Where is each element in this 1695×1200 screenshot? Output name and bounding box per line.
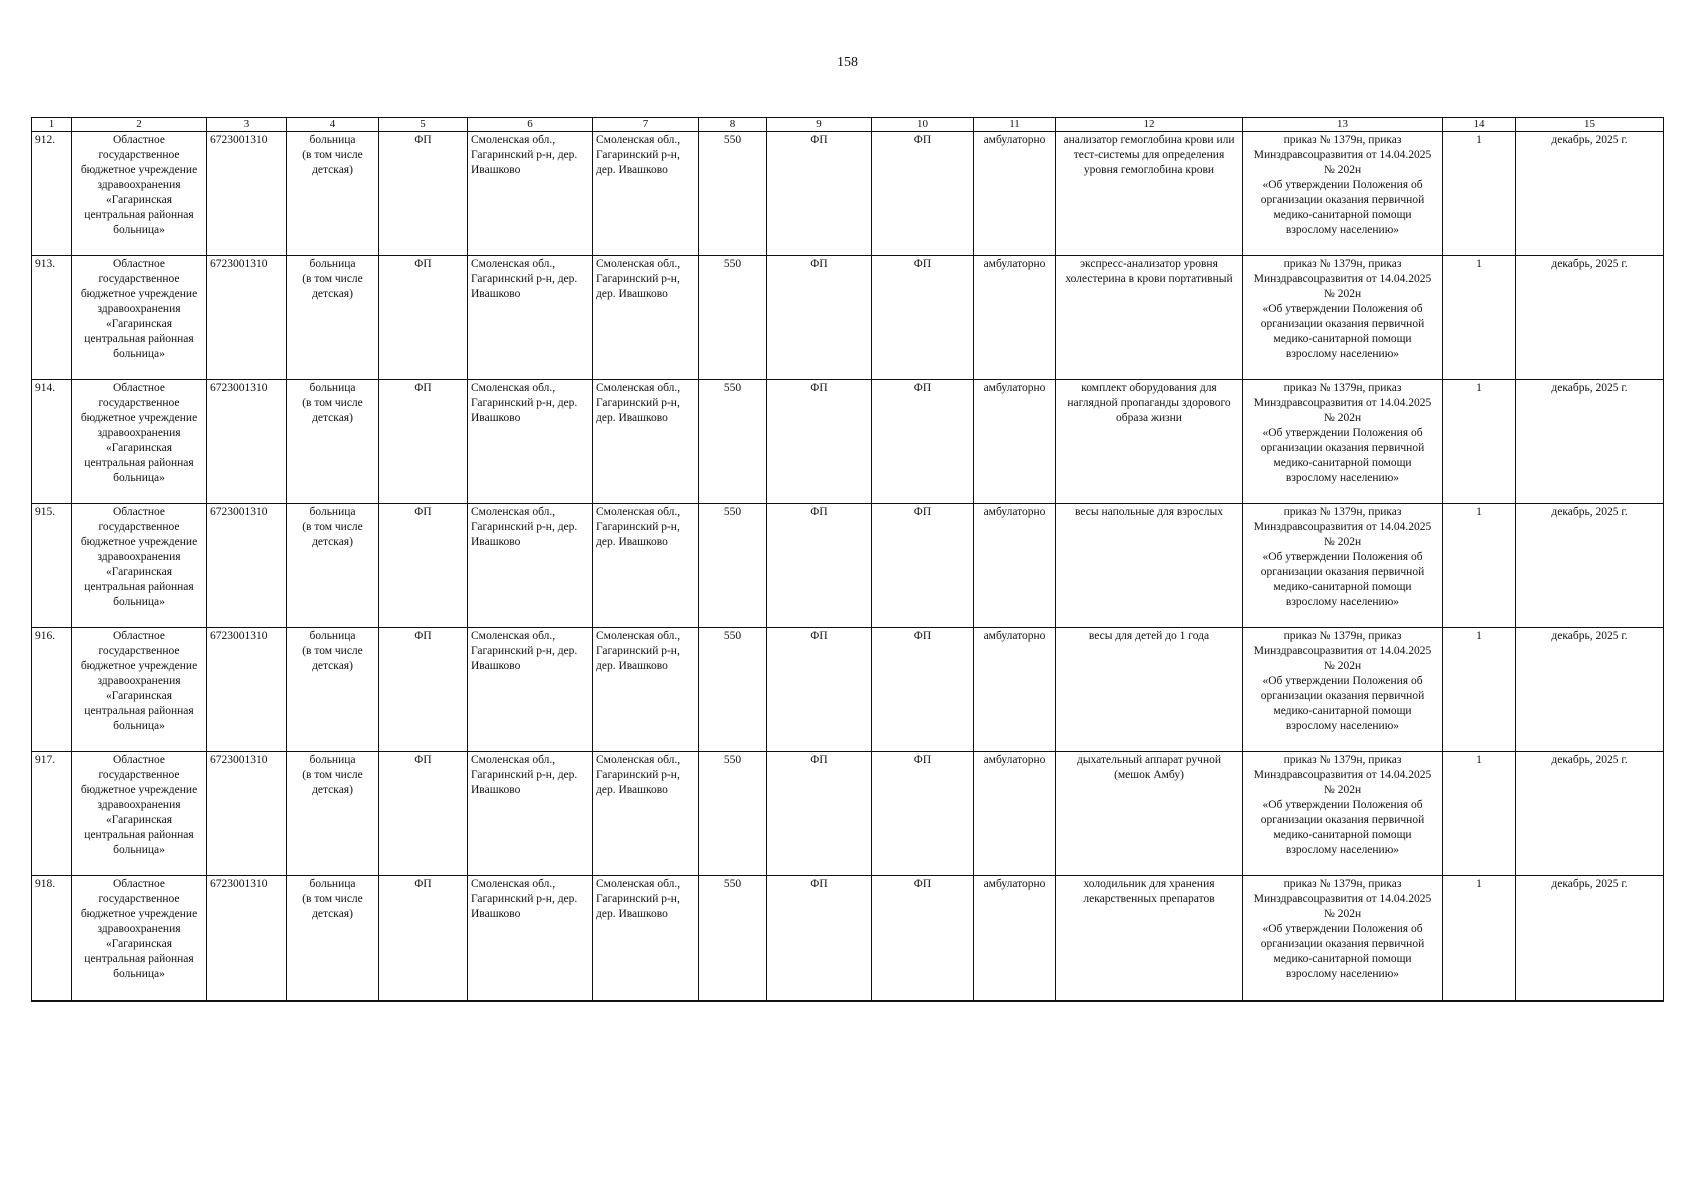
delivery-date: декабрь, 2025 г. bbox=[1516, 876, 1664, 1002]
table-row bbox=[32, 752, 1664, 876]
equipment-table bbox=[31, 117, 1664, 1002]
unit-type: ФП bbox=[767, 256, 872, 380]
facility-type: больница (в том числе детская) bbox=[287, 132, 379, 256]
column-number-row bbox=[32, 118, 1664, 132]
organization-name: Областное государственное бюджетное учреждение здравоохранения «Гагаринская центральная районная больница» bbox=[72, 876, 207, 1002]
unit-type: ФП bbox=[767, 752, 872, 876]
address-actual: Смоленская обл., Гагаринский р-н, дер. Ивашково bbox=[593, 256, 699, 380]
address-legal: Смоленская обл., Гагаринский р-н, дер. Ивашково bbox=[468, 504, 593, 628]
column-number: 12 bbox=[1056, 118, 1243, 132]
organization-name: Областное государственное бюджетное учреждение здравоохранения «Гагаринская центральная районная больница» bbox=[72, 380, 207, 504]
row-number: 912. bbox=[32, 132, 72, 256]
address-legal: Смоленская обл., Гагаринский р-н, дер. Ивашково bbox=[468, 256, 593, 380]
quantity: 1 bbox=[1443, 628, 1516, 752]
unit-type-2: ФП bbox=[872, 876, 974, 1002]
inn: 6723001310 bbox=[207, 876, 287, 1002]
unit-type: ФП bbox=[767, 504, 872, 628]
column-number: 8 bbox=[699, 118, 767, 132]
equipment-name: весы напольные для взрослых bbox=[1056, 504, 1243, 628]
delivery-date: декабрь, 2025 г. bbox=[1516, 380, 1664, 504]
facility-type: больница (в том числе детская) bbox=[287, 380, 379, 504]
unit-type: ФП bbox=[767, 132, 872, 256]
unit-type-2: ФП bbox=[872, 504, 974, 628]
regulatory-order: приказ № 1379н, приказ Минздравсоцразвития от 14.04.2025 № 202н «Об утверждении Положения об организации оказания первичной медико-санитарной помощи взрослому населению» bbox=[1243, 876, 1443, 1002]
subdivision-type: ФП bbox=[379, 628, 468, 752]
care-conditions: амбулаторно bbox=[974, 752, 1056, 876]
table-row bbox=[32, 504, 1664, 628]
address-legal: Смоленская обл., Гагаринский р-н, дер. Ивашково bbox=[468, 628, 593, 752]
address-actual: Смоленская обл., Гагаринский р-н, дер. Ивашково bbox=[593, 132, 699, 256]
unit-type: ФП bbox=[767, 380, 872, 504]
subdivision-type: ФП bbox=[379, 380, 468, 504]
inn: 6723001310 bbox=[207, 504, 287, 628]
column-number: 5 bbox=[379, 118, 468, 132]
column-number: 7 bbox=[593, 118, 699, 132]
unit-type-2: ФП bbox=[872, 752, 974, 876]
address-actual: Смоленская обл., Гагаринский р-н, дер. Ивашково bbox=[593, 752, 699, 876]
care-conditions: амбулаторно bbox=[974, 628, 1056, 752]
column-number: 3 bbox=[207, 118, 287, 132]
quantity: 1 bbox=[1443, 504, 1516, 628]
quantity: 1 bbox=[1443, 752, 1516, 876]
care-conditions: амбулаторно bbox=[974, 380, 1056, 504]
column-number: 9 bbox=[767, 118, 872, 132]
care-conditions: амбулаторно bbox=[974, 876, 1056, 1002]
unit-type-2: ФП bbox=[872, 132, 974, 256]
facility-type: больница (в том числе детская) bbox=[287, 752, 379, 876]
care-conditions: амбулаторно bbox=[974, 132, 1056, 256]
address-legal: Смоленская обл., Гагаринский р-н, дер. Ивашково bbox=[468, 132, 593, 256]
row-number: 918. bbox=[32, 876, 72, 1002]
address-legal: Смоленская обл., Гагаринский р-н, дер. Ивашково bbox=[468, 876, 593, 1002]
subdivision-type: ФП bbox=[379, 876, 468, 1002]
code-value: 550 bbox=[699, 132, 767, 256]
inn: 6723001310 bbox=[207, 256, 287, 380]
quantity: 1 bbox=[1443, 380, 1516, 504]
column-number: 14 bbox=[1443, 118, 1516, 132]
delivery-date: декабрь, 2025 г. bbox=[1516, 752, 1664, 876]
unit-type-2: ФП bbox=[872, 256, 974, 380]
table-row bbox=[32, 876, 1664, 1002]
unit-type: ФП bbox=[767, 876, 872, 1002]
row-number: 917. bbox=[32, 752, 72, 876]
facility-type: больница (в том числе детская) bbox=[287, 504, 379, 628]
quantity: 1 bbox=[1443, 256, 1516, 380]
quantity: 1 bbox=[1443, 876, 1516, 1002]
equipment-name: анализатор гемоглобина крови или тест-системы для определения уровня гемоглобина крови bbox=[1056, 132, 1243, 256]
inn: 6723001310 bbox=[207, 132, 287, 256]
unit-type-2: ФП bbox=[872, 380, 974, 504]
code-value: 550 bbox=[699, 504, 767, 628]
address-legal: Смоленская обл., Гагаринский р-н, дер. Ивашково bbox=[468, 752, 593, 876]
delivery-date: декабрь, 2025 г. bbox=[1516, 628, 1664, 752]
table-row bbox=[32, 628, 1664, 752]
row-number: 915. bbox=[32, 504, 72, 628]
unit-type: ФП bbox=[767, 628, 872, 752]
column-number: 4 bbox=[287, 118, 379, 132]
address-actual: Смоленская обл., Гагаринский р-н, дер. Ивашково bbox=[593, 504, 699, 628]
subdivision-type: ФП bbox=[379, 752, 468, 876]
page-number: 158 bbox=[837, 55, 858, 70]
delivery-date: декабрь, 2025 г. bbox=[1516, 132, 1664, 256]
code-value: 550 bbox=[699, 380, 767, 504]
column-number: 15 bbox=[1516, 118, 1664, 132]
column-number: 2 bbox=[72, 118, 207, 132]
address-actual: Смоленская обл., Гагаринский р-н, дер. Ивашково bbox=[593, 628, 699, 752]
address-legal: Смоленская обл., Гагаринский р-н, дер. Ивашково bbox=[468, 380, 593, 504]
facility-type: больница (в том числе детская) bbox=[287, 876, 379, 1002]
subdivision-type: ФП bbox=[379, 504, 468, 628]
organization-name: Областное государственное бюджетное учреждение здравоохранения «Гагаринская центральная районная больница» bbox=[72, 628, 207, 752]
organization-name: Областное государственное бюджетное учреждение здравоохранения «Гагаринская центральная районная больница» bbox=[72, 256, 207, 380]
organization-name: Областное государственное бюджетное учреждение здравоохранения «Гагаринская центральная районная больница» bbox=[72, 132, 207, 256]
regulatory-order: приказ № 1379н, приказ Минздравсоцразвития от 14.04.2025 № 202н «Об утверждении Положения об организации оказания первичной медико-санитарной помощи взрослому населению» bbox=[1243, 380, 1443, 504]
row-number: 913. bbox=[32, 256, 72, 380]
table-row bbox=[32, 256, 1664, 380]
subdivision-type: ФП bbox=[379, 256, 468, 380]
row-number: 916. bbox=[32, 628, 72, 752]
delivery-date: декабрь, 2025 г. bbox=[1516, 256, 1664, 380]
inn: 6723001310 bbox=[207, 628, 287, 752]
equipment-name: дыхательный аппарат ручной (мешок Амбу) bbox=[1056, 752, 1243, 876]
column-number: 10 bbox=[872, 118, 974, 132]
regulatory-order: приказ № 1379н, приказ Минздравсоцразвития от 14.04.2025 № 202н «Об утверждении Положения об организации оказания первичной медико-санитарной помощи взрослому населению» bbox=[1243, 256, 1443, 380]
facility-type: больница (в том числе детская) bbox=[287, 256, 379, 380]
inn: 6723001310 bbox=[207, 380, 287, 504]
regulatory-order: приказ № 1379н, приказ Минздравсоцразвития от 14.04.2025 № 202н «Об утверждении Положения об организации оказания первичной медико-санитарной помощи взрослому населению» bbox=[1243, 628, 1443, 752]
code-value: 550 bbox=[699, 752, 767, 876]
column-number: 1 bbox=[32, 118, 72, 132]
care-conditions: амбулаторно bbox=[974, 256, 1056, 380]
equipment-name: экспресс-анализатор уровня холестерина в крови портативный bbox=[1056, 256, 1243, 380]
inn: 6723001310 bbox=[207, 752, 287, 876]
code-value: 550 bbox=[699, 876, 767, 1002]
quantity: 1 bbox=[1443, 132, 1516, 256]
equipment-name: холодильник для хранения лекарственных препаратов bbox=[1056, 876, 1243, 1002]
equipment-name: комплект оборудования для наглядной пропаганды здорового образа жизни bbox=[1056, 380, 1243, 504]
column-number: 13 bbox=[1243, 118, 1443, 132]
unit-type-2: ФП bbox=[872, 628, 974, 752]
facility-type: больница (в том числе детская) bbox=[287, 628, 379, 752]
regulatory-order: приказ № 1379н, приказ Минздравсоцразвития от 14.04.2025 № 202н «Об утверждении Положения об организации оказания первичной медико-санитарной помощи взрослому населению» bbox=[1243, 752, 1443, 876]
address-actual: Смоленская обл., Гагаринский р-н, дер. Ивашково bbox=[593, 380, 699, 504]
address-actual: Смоленская обл., Гагаринский р-н, дер. Ивашково bbox=[593, 876, 699, 1002]
column-number: 11 bbox=[974, 118, 1056, 132]
table-row bbox=[32, 132, 1664, 256]
equipment-name: весы для детей до 1 года bbox=[1056, 628, 1243, 752]
care-conditions: амбулаторно bbox=[974, 504, 1056, 628]
delivery-date: декабрь, 2025 г. bbox=[1516, 504, 1664, 628]
subdivision-type: ФП bbox=[379, 132, 468, 256]
regulatory-order: приказ № 1379н, приказ Минздравсоцразвития от 14.04.2025 № 202н «Об утверждении Положения об организации оказания первичной медико-санитарной помощи взрослому населению» bbox=[1243, 132, 1443, 256]
row-number: 914. bbox=[32, 380, 72, 504]
organization-name: Областное государственное бюджетное учреждение здравоохранения «Гагаринская центральная районная больница» bbox=[72, 504, 207, 628]
column-number: 6 bbox=[468, 118, 593, 132]
code-value: 550 bbox=[699, 256, 767, 380]
organization-name: Областное государственное бюджетное учреждение здравоохранения «Гагаринская центральная районная больница» bbox=[72, 752, 207, 876]
table-row bbox=[32, 380, 1664, 504]
regulatory-order: приказ № 1379н, приказ Минздравсоцразвития от 14.04.2025 № 202н «Об утверждении Положения об организации оказания первичной медико-санитарной помощи взрослому населению» bbox=[1243, 504, 1443, 628]
code-value: 550 bbox=[699, 628, 767, 752]
